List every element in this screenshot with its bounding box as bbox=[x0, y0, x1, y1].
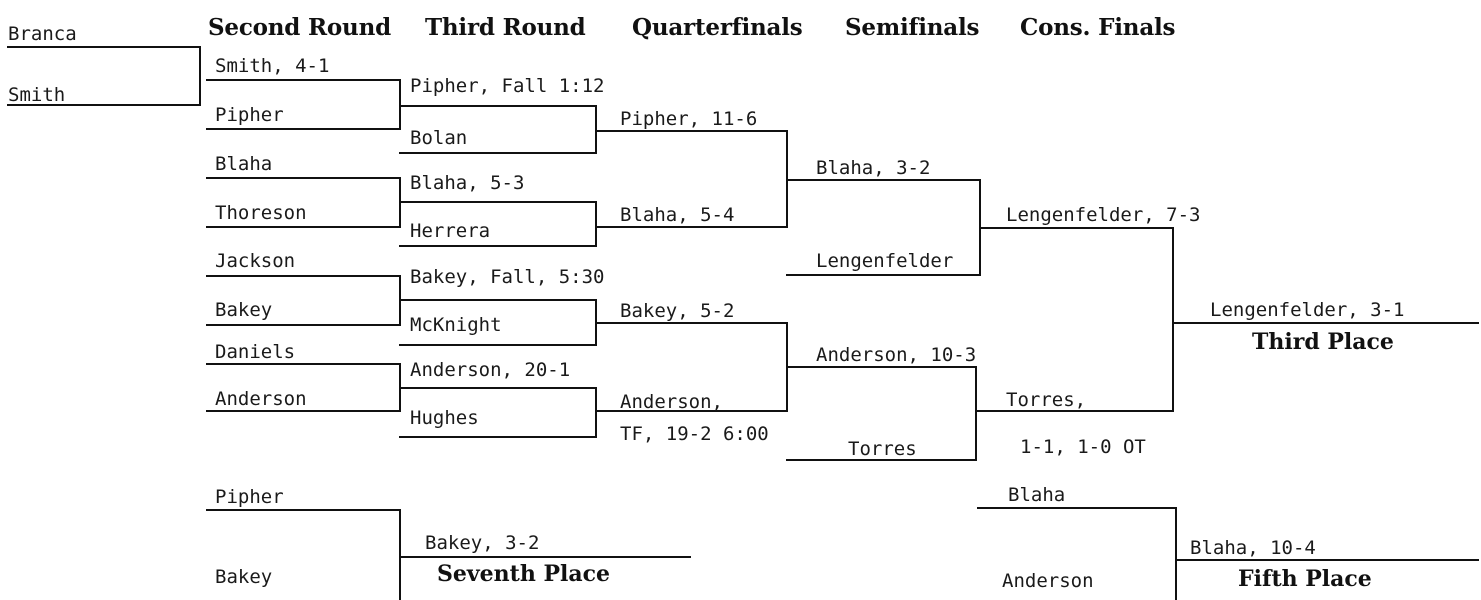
wrestler-blaha: Blaha bbox=[215, 153, 273, 175]
result-anderson-tf: Anderson, bbox=[620, 391, 723, 413]
wrestler-anderson: Anderson bbox=[215, 388, 307, 410]
result-pipher-fall: Pipher, Fall 1:12 bbox=[410, 75, 605, 97]
result-bakey-3-2: Bakey, 3-2 bbox=[425, 532, 540, 554]
result-blaha-5-3: Blaha, 5-3 bbox=[410, 172, 525, 194]
wrestler-pipher: Pipher bbox=[215, 104, 284, 126]
header-semifinals: Semifinals bbox=[845, 14, 980, 41]
third-place-label: Third Place bbox=[1252, 329, 1394, 355]
result-smith: Smith, 4-1 bbox=[215, 55, 330, 77]
result-blaha-10-4: Blaha, 10-4 bbox=[1190, 537, 1316, 559]
wrestler-bakey: Bakey bbox=[215, 299, 273, 321]
wrestler-branca: Branca bbox=[8, 23, 77, 45]
wrestler-jackson: Jackson bbox=[215, 250, 296, 272]
result-blaha-5-4: Blaha, 5-4 bbox=[620, 204, 735, 226]
wrestler-hughes: Hughes bbox=[410, 407, 479, 429]
header-third-round: Third Round bbox=[425, 14, 586, 41]
result-anderson-20-1: Anderson, 20-1 bbox=[410, 359, 571, 381]
result-anderson-tf-score: TF, 19-2 6:00 bbox=[620, 423, 769, 445]
header-quarterfinals: Quarterfinals bbox=[632, 14, 803, 41]
fifth-place-label: Fifth Place bbox=[1238, 566, 1372, 592]
header-second-round: Second Round bbox=[208, 14, 391, 41]
result-pipher-11-6: Pipher, 11-6 bbox=[620, 108, 758, 130]
fifth-place-anderson: Anderson bbox=[1002, 570, 1094, 592]
result-blaha-3-2: Blaha, 3-2 bbox=[816, 157, 931, 179]
wrestler-daniels: Daniels bbox=[215, 341, 296, 363]
wrestler-torres: Torres bbox=[848, 438, 917, 460]
wrestler-smith-first: Smith bbox=[8, 84, 66, 106]
seventh-place-bakey: Bakey bbox=[215, 566, 273, 588]
wrestler-herrera: Herrera bbox=[410, 220, 491, 242]
result-torres: Torres, bbox=[1006, 389, 1087, 411]
wrestler-thoreson: Thoreson bbox=[215, 202, 307, 224]
result-bakey-fall: Bakey, Fall, 5:30 bbox=[410, 266, 605, 288]
seventh-place-pipher: Pipher bbox=[215, 486, 284, 508]
header-cons-finals: Cons. Finals bbox=[1020, 14, 1176, 41]
wrestler-lengenfelder: Lengenfelder bbox=[816, 250, 954, 272]
wrestler-mcknight: McKnight bbox=[410, 314, 502, 336]
result-lengenfelder-7-3: Lengenfelder, 7-3 bbox=[1006, 204, 1201, 226]
result-torres-score: 1-1, 1-0 OT bbox=[1020, 436, 1146, 458]
result-lengenfelder-3-1: Lengenfelder, 3-1 bbox=[1210, 299, 1405, 321]
fifth-place-blaha: Blaha bbox=[1008, 484, 1066, 506]
result-bakey-5-2: Bakey, 5-2 bbox=[620, 300, 735, 322]
wrestler-bolan: Bolan bbox=[410, 127, 468, 149]
result-anderson-10-3: Anderson, 10-3 bbox=[816, 344, 977, 366]
seventh-place-label: Seventh Place bbox=[437, 561, 611, 587]
